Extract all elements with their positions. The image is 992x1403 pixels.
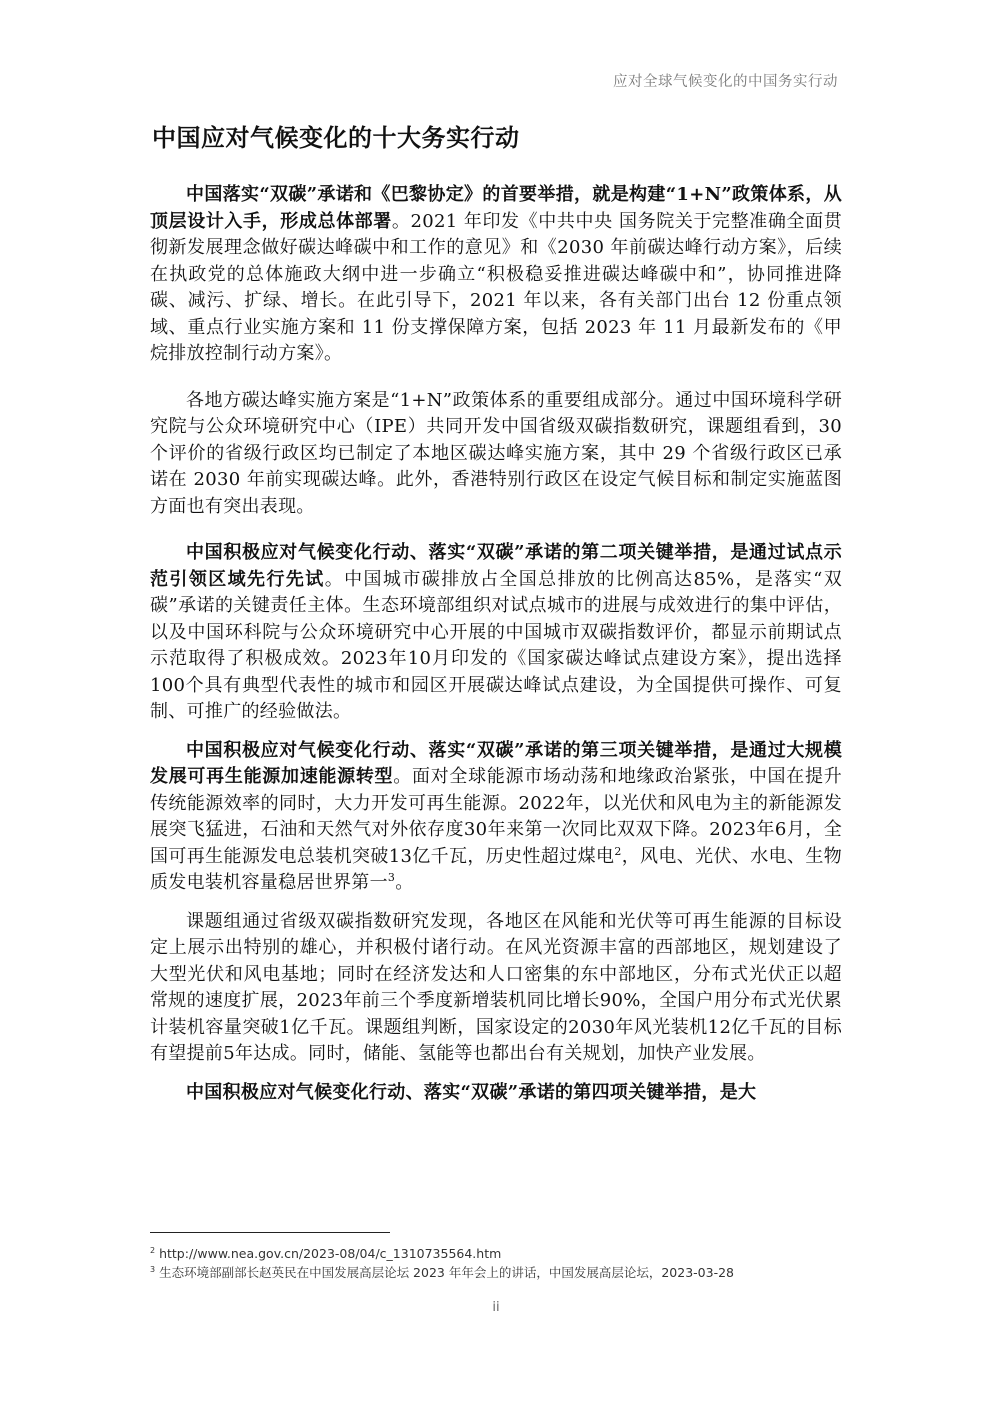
paragraph-2	[150, 388, 842, 521]
paragraph-4-text-c: 。	[395, 872, 414, 893]
footnote-3	[150, 1263, 850, 1282]
paragraph-4-text-a: 。面对全球能源市场动荡和地缘政治紧张，中国在提升传统能源效率的同时，大力开发可再生能源。2022年，以光伏和风电为主的新能源发展突飞猛进，石油和天然气对外依存度30年来第一次同比双双下降。2023年6月，全国可再生能源发电总装机突破13亿千瓦，历史性超过煤电	[150, 766, 842, 867]
running-header: 应对全球气候变化的中国务实行动	[613, 74, 838, 90]
footnote-2-number: 2	[150, 1245, 156, 1255]
paragraph-5-text: 课题组通过省级双碳指数研究发现，各地区在风能和光伏等可再生能源的目标设定上展示出特别的雄心，并积极付诸行动。在风光资源丰富的西部地区，规划建设了大型光伏和风电基地；同时在经济发达和人口密集的东中部地区，分布式光伏正以超常规的速度扩展，2023年前三个季度新增装机同比增长90%，全国户用分布式光伏累计装机容量突破1亿千瓦。课题组判断，国家设定的2030年风光装机12亿千瓦的目标有望提前5年达成。同时，储能、氢能等也都出台有关规划，加快产业发展。	[150, 910, 842, 1064]
paragraph-4-text-b: ，风电、光伏、水电、生物质发电装机容量稳居世界第一	[150, 845, 842, 893]
paragraph-4-lead: 中国积极应对气候变化行动、落实“双碳”承诺的第三项关键举措，是通过大规模发展可再生能源加速能源转型	[150, 739, 842, 787]
footnote-2	[150, 1244, 850, 1263]
paragraph-2-text: 各地方碳达峰实施方案是“1+N”政策体系的重要组成部分。通过中国环境科学研究院与公众环境研究中心（IPE）共同开发中国省级双碳指数研究，课题组看到，30 个评价的省级行政区均已制定了本地区碳达峰实施方案，其中 29 个省级行政区已承诺在 2030 年前实现碳达峰。此外，香港特别行政区在设定气候目标和制定实施蓝图方面也有突出表现。	[150, 389, 842, 517]
paragraph-1	[150, 182, 842, 368]
paragraph-3	[150, 540, 842, 726]
paragraph-6-lead: 中国积极应对气候变化行动、落实“双碳”承诺的第四项关键举措，是大	[186, 1081, 757, 1103]
paragraph-4	[150, 738, 842, 897]
paragraph-3-lead: 中国积极应对气候变化行动、落实“双碳”承诺的第二项关键举措，是通过试点示范引领区域先行先试	[150, 542, 842, 590]
paragraph-1-lead: 中国落实“双碳”承诺和《巴黎协定》的首要举措，就是构建“1+N”政策体系，从顶层设计入手，形成总体部署	[150, 184, 842, 232]
footnote-3-text: 生态环境部副部长赵英民在中国发展高层论坛 2023 年年会上的讲话，中国发展高层论坛，2023-03-28	[159, 1265, 734, 1280]
footnote-2-link[interactable]: http://www.nea.gov.cn/2023-08/04/c_1310735564.htm	[159, 1246, 502, 1261]
body-text	[150, 182, 842, 1126]
page-number: ii	[492, 1300, 500, 1315]
paragraph-6	[150, 1080, 842, 1107]
footnote-ref-3[interactable]: 3	[387, 871, 396, 884]
paragraph-5	[150, 909, 842, 1068]
footnote-3-number: 3	[150, 1264, 156, 1274]
paragraph-3-text: 。中国城市碳排放占全国总排放的比例高达85%，是落实“双碳”承诺的关键责任主体。生态环境部组织对试点城市的进展与成效进行的集中评估，以及中国环科院与公众环境研究中心开展的中国城市双碳指数评价，都显示前期试点示范取得了积极成效。2023年10月印发的《国家碳达峰试点建设方案》，提出选择100个具有典型代表性的城市和园区开展碳达峰试点建设，为全国提供可操作、可复制、可推广的经验做法。	[150, 568, 843, 722]
section-title: 中国应对气候变化的十大务实行动	[152, 124, 520, 152]
footnote-ref-2[interactable]: 2	[614, 844, 622, 858]
footnotes	[150, 1244, 850, 1282]
footnote-divider	[150, 1232, 390, 1233]
paragraph-1-text: 。2021 年印发《中共中央 国务院关于完整准确全面贯彻新发展理念做好碳达峰碳中和工作的意见》和《2030 年前碳达峰行动方案》，后续在执政党的总体施政大纲中进一步确立“积极稳妥推进碳达峰碳中和”，协同推进降碳、减污、扩绿、增长。在此引导下，2021 年以来，各有关部门出台 12 份重点领域、重点行业实施方案和 11 份支撑保障方案，包括 2023 年 11 月最新发布的《甲烷排放控制行动方案》。	[150, 210, 842, 364]
